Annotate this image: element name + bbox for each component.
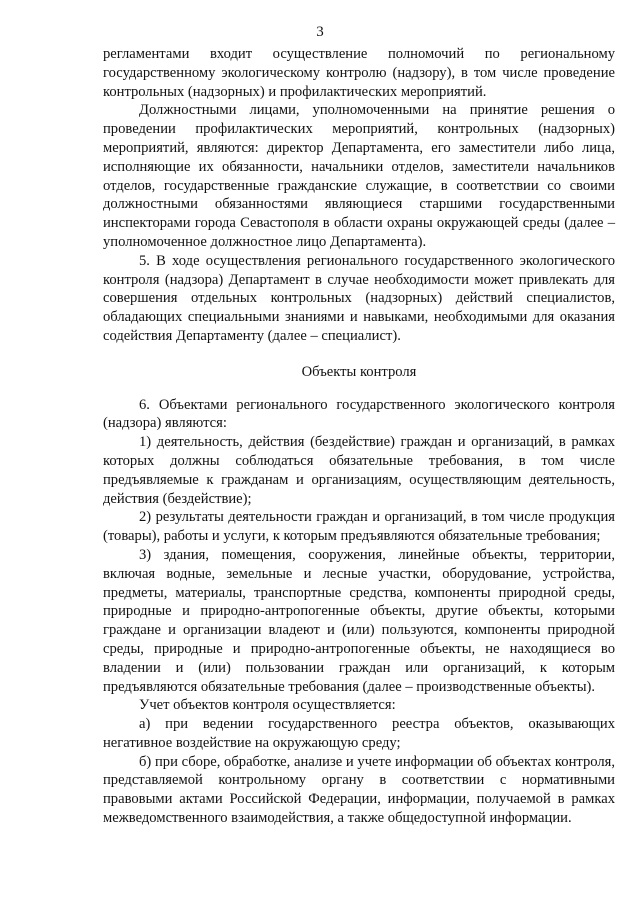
paragraph-subitem-2: 2) результаты деятельности граждан и организаций, в том числе продукция (товары), работы и услуги, к которым предъявляются обязательные требования; [103,509,615,545]
page-number: 3 [316,24,324,40]
paragraph-accounting-intro: Учет объектов контроля осуществляется: [139,697,396,714]
paragraph-subitem-b: б) при сборе, обработке, анализе и учете информации об объектах контроля, представляемой контрольному органу в соответствии с нормативными правовыми актами Российской Федерации, информации, получаемой в рамках межведомственного взаимодействия, а также общедоступной информации. [103,753,615,827]
section-heading: Объекты контроля [301,363,417,380]
paragraph-subitem-3: 3) здания, помещения, сооружения, линейные объекты, территории, включая водные, земельные и лесные участки, оборудование, устройства, предметы, материалы, транспортные средства, компоненты природной среды, природные и природно-антропогенные объекты, другие объекты, которыми граждане и организации владеют и (или) пользуются, компоненты природной среды, природные и природно-антропогенные объекты, не находящиеся во владении и (или) пользовании граждан или организаций, к которым предъявляются обязательные требования (далее – производственные объекты). [103,546,615,695]
paragraph-item-5: 5. В ходе осуществления регионального государственного экологического контроля (надзора) Департамент в случае необходимости может привлекать для совершения отдельных контрольных (надзорных) действий специалистов, обладающих специальными знаниями и навыками, необходимыми для оказания содействия Департаменту (далее – специалист). [103,252,615,344]
document-body [103,45,615,828]
paragraph-subitem-1: 1) деятельность, действия (бездействие) граждан и организаций, в рамках которых должны соблюдаться обязательные требования, в том числе предъявляемые к гражданам и организациям, осуществляющим деятельность, действия (бездействие); [103,434,615,507]
paragraph-officials: Должностными лицами, уполномоченными на принятие решения о проведении профилактических мероприятий, контрольных (надзорных) мероприятий, являются: директор Департамента, его заместители либо лица, исполняющие их обязанности, начальники отделов, заместители начальников отделов, государственные гражданские служащие, в соответствии со своими должностными обязанностями являющиеся старшими государственными инспекторами города Севастополя в области охраны окружающей среды (далее – уполномоченное должностное лицо Департамента). [103,102,615,250]
paragraph-regulations-continuation: регламентами входит осуществление полномочий по региональному государственному экологическому контролю (надзору), в том числе проведение контрольных (надзорных) и профилактических мероприятий. [103,46,615,100]
paragraph-item-6: 6. Объектами регионального государственного экологического контроля (надзора) являются: [103,396,615,432]
paragraph-subitem-a: а) при ведении государственного реестра объектов, оказывающих негативное воздействие на окружающую среду; [103,716,615,751]
